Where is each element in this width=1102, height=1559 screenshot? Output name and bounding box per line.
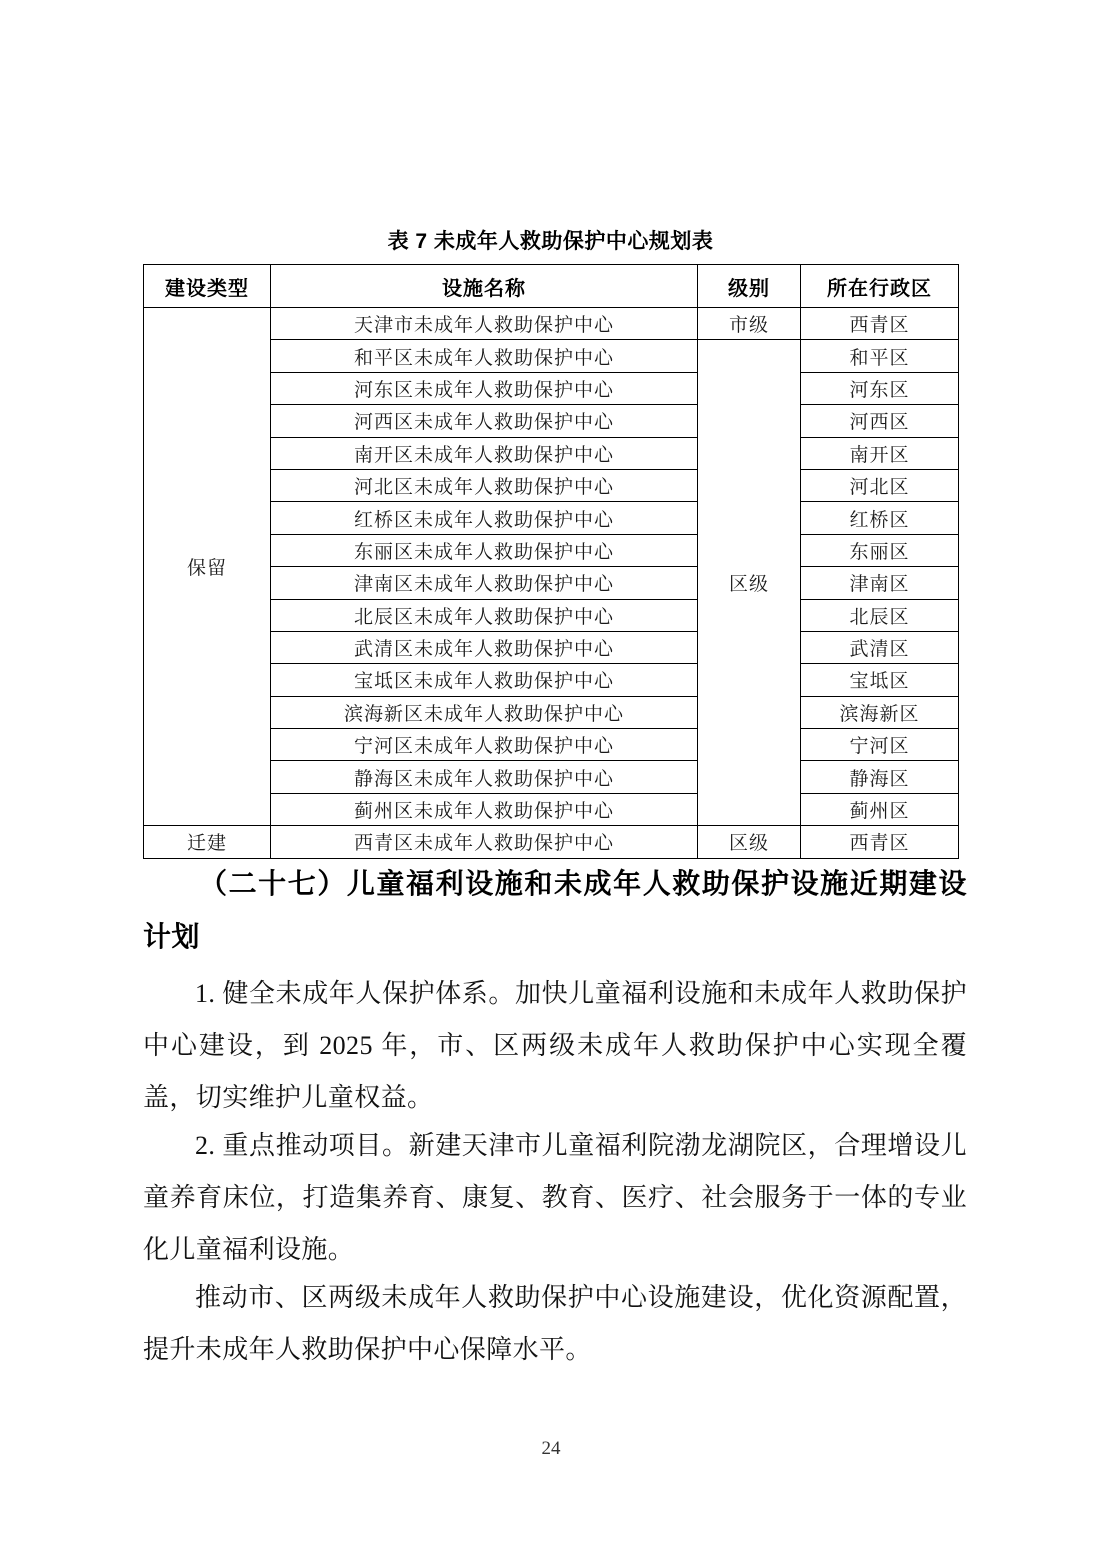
cell-facility-name: 宝坻区未成年人救助保护中心	[271, 664, 698, 696]
cell-facility-name: 南开区未成年人救助保护中心	[271, 437, 698, 469]
cell-facility-name: 东丽区未成年人救助保护中心	[271, 534, 698, 566]
paragraph-2: 2. 重点推动项目。新建天津市儿童福利院渤龙湖院区，合理增设儿童养育床位，打造集养育、康复、教育、医疗、社会服务于一体的专业化儿童福利设施。	[143, 1131, 967, 1264]
cell-district: 西青区	[801, 826, 959, 858]
cell-district: 北辰区	[801, 599, 959, 631]
cell-facility-name: 天津市未成年人救助保护中心	[271, 308, 698, 340]
cell-district: 南开区	[801, 437, 959, 469]
cell-district: 滨海新区	[801, 696, 959, 728]
paragraph-1: 1. 健全未成年人保护体系。加快儿童福利设施和未成年人救助保护中心建设，到 2025 年，市、区两级未成年人救助保护中心实现全覆盖，切实维护儿童权益。	[143, 979, 967, 1112]
cell-district: 河西区	[801, 405, 959, 437]
cell-district: 武清区	[801, 631, 959, 663]
table-row	[144, 308, 959, 340]
cell-district: 静海区	[801, 761, 959, 793]
cell-district: 和平区	[801, 340, 959, 372]
table-caption: 表 7 未成年人救助保护中心规划表	[387, 230, 714, 253]
page-number: 24	[541, 1438, 561, 1459]
cell-facility-name: 滨海新区未成年人救助保护中心	[271, 696, 698, 728]
cell-facility-name: 河西区未成年人救助保护中心	[271, 405, 698, 437]
cell-facility-name: 河北区未成年人救助保护中心	[271, 469, 698, 501]
column-header-district: 所在行政区	[801, 265, 959, 308]
cell-facility-name: 河东区未成年人救助保护中心	[271, 372, 698, 404]
column-header-facility-name: 设施名称	[271, 265, 698, 308]
cell-level-district: 区级	[698, 340, 801, 826]
table-row	[144, 826, 959, 858]
cell-district: 宁河区	[801, 729, 959, 761]
column-header-build-type: 建设类型	[144, 265, 271, 308]
cell-facility-name: 红桥区未成年人救助保护中心	[271, 502, 698, 534]
paragraph-3: 推动市、区两级未成年人救助保护中心设施建设，优化资源配置，提升未成年人救助保护中心保障水平。	[143, 1283, 967, 1364]
minors-rescue-protection-center-plan-table	[143, 264, 959, 859]
cell-district: 西青区	[801, 308, 959, 340]
column-header-level: 级别	[698, 265, 801, 308]
cell-facility-name: 静海区未成年人救助保护中心	[271, 761, 698, 793]
cell-build-type-relocate: 迁建	[144, 826, 271, 858]
cell-facility-name: 北辰区未成年人救助保护中心	[271, 599, 698, 631]
cell-district: 宝坻区	[801, 664, 959, 696]
section-heading: （二十七）儿童福利设施和未成年人救助保护设施近期建设计划	[143, 869, 967, 953]
cell-facility-name: 武清区未成年人救助保护中心	[271, 631, 698, 663]
cell-facility-name: 和平区未成年人救助保护中心	[271, 340, 698, 372]
cell-district: 河北区	[801, 469, 959, 501]
cell-level-city: 市级	[698, 308, 801, 340]
cell-facility-name: 西青区未成年人救助保护中心	[271, 826, 698, 858]
cell-district: 东丽区	[801, 534, 959, 566]
table-body	[144, 308, 959, 859]
table-header-row	[144, 265, 959, 308]
cell-facility-name: 蓟州区未成年人救助保护中心	[271, 793, 698, 825]
cell-build-type-retain: 保留	[144, 308, 271, 826]
cell-facility-name: 津南区未成年人救助保护中心	[271, 567, 698, 599]
cell-facility-name: 宁河区未成年人救助保护中心	[271, 729, 698, 761]
cell-district: 津南区	[801, 567, 959, 599]
table-header	[144, 265, 959, 308]
cell-district: 河东区	[801, 372, 959, 404]
cell-level-district: 区级	[698, 826, 801, 858]
cell-district: 蓟州区	[801, 793, 959, 825]
cell-district: 红桥区	[801, 502, 959, 534]
